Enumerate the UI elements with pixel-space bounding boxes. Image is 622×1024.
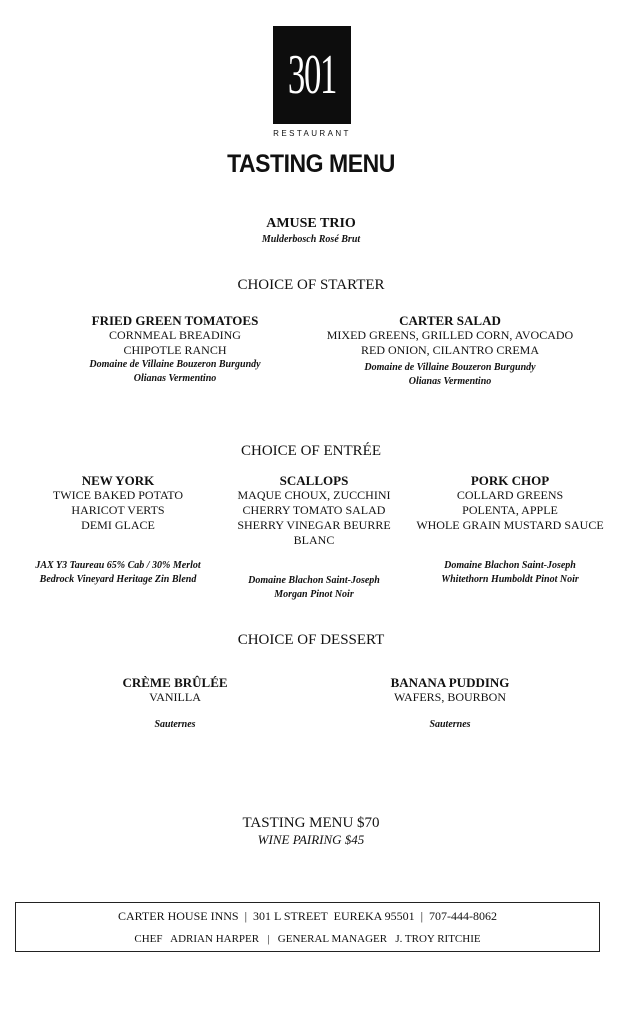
logo-subtitle: RESTAURANT: [273, 129, 351, 138]
tasting-menu-price: TASTING MENU $70: [242, 815, 380, 831]
dish-name: BANANA PUDDING: [390, 675, 510, 690]
wine-pairing: Domaine de Villaine Bouzeron Burgundy: [89, 359, 261, 370]
starter-item-carter-salad: [320, 313, 580, 389]
wine-pairing: Domaine de Villaine Bouzeron Burgundy: [364, 362, 536, 373]
wine-pairing: Morgan Pinot Noir: [274, 589, 354, 600]
page-title: TASTING MENU: [227, 150, 395, 178]
dish-name: CARTER SALAD: [399, 313, 501, 328]
dessert-item-banana-pudding: [350, 675, 550, 732]
dish-line: CHERRY TOMATO SALAD: [242, 503, 386, 517]
dish-name: SCALLOPS: [279, 473, 349, 488]
dish-line: WHOLE GRAIN MUSTARD SAUCE: [416, 518, 604, 532]
dish-line: MIXED GREENS, GRILLED CORN, AVOCADO: [326, 328, 574, 342]
dessert-item-creme-brulee: [75, 675, 275, 732]
footer-contact-line: CARTER HOUSE INNS | 301 L STREET EUREKA 95501 | 707-444-8062: [117, 909, 498, 923]
dish-line: TWICE BAKED POTATO: [52, 488, 184, 502]
wine-pairing: Whitethorn Humboldt Pinot Noir: [441, 574, 579, 585]
entree-item-pork-chop: [412, 473, 608, 587]
dish-line: VANILLA: [149, 690, 201, 704]
dish-name: FRIED GREEN TOMATOES: [91, 313, 259, 328]
wine-pairing: Bedrock Vineyard Heritage Zin Blend: [39, 574, 197, 585]
dish-line: RED ONION, CILANTRO CREMA: [361, 343, 539, 357]
entree-heading: CHOICE OF ENTRÉE: [241, 443, 381, 459]
starter-heading: CHOICE OF STARTER: [237, 277, 385, 293]
starter-item-fried-green-tomatoes: [60, 313, 290, 386]
wine-pairing-price: WINE PAIRING $45: [257, 832, 365, 847]
dish-line: COLLARD GREENS: [456, 488, 564, 502]
dish-name: CRÈME BRÛLÉE: [122, 675, 228, 690]
wine-pairing: JAX Y3 Taureau 65% Cab / 30% Merlot: [35, 560, 201, 571]
dish-name: NEW YORK: [81, 473, 155, 488]
dish-line: CHIPOTLE RANCH: [123, 343, 227, 357]
dish-line: WAFERS, BOURBON: [393, 690, 507, 704]
logo-number: 301: [287, 44, 337, 106]
dish-line: CORNMEAL BREADING: [109, 328, 241, 342]
dish-line: MAQUE CHOUX, ZUCCHINI: [237, 488, 391, 502]
dish-line: POLENTA, APPLE: [462, 503, 558, 517]
footer-box: [15, 902, 600, 952]
footer-staff-line: CHEF ADRIAN HARPER | GENERAL MANAGER J. TROY RITCHIE: [134, 933, 481, 945]
amuse-dish: AMUSE TRIO: [266, 216, 356, 231]
amuse-wine: Mulderbosch Rosé Brut: [261, 234, 361, 245]
wine-pairing: Domaine Blachon Saint-Joseph: [444, 560, 576, 571]
restaurant-logo: [273, 26, 351, 124]
entree-item-scallops: [216, 473, 412, 602]
dish-line: SHERRY VINEGAR BEURRE BLANC: [237, 518, 391, 547]
dish-line: DEMI GLACE: [81, 518, 155, 532]
wine-pairing: Sauternes: [429, 719, 471, 730]
wine-pairing: Domaine Blachon Saint-Joseph: [248, 575, 380, 586]
wine-pairing: Olianas Vermentino: [133, 373, 217, 384]
dish-line: HARICOT VERTS: [71, 503, 165, 517]
dish-name: PORK CHOP: [470, 473, 550, 488]
dessert-heading: CHOICE OF DESSERT: [237, 632, 385, 648]
wine-pairing: Olianas Vermentino: [408, 376, 492, 387]
wine-pairing: Sauternes: [154, 719, 196, 730]
entree-item-new-york: [20, 473, 216, 587]
